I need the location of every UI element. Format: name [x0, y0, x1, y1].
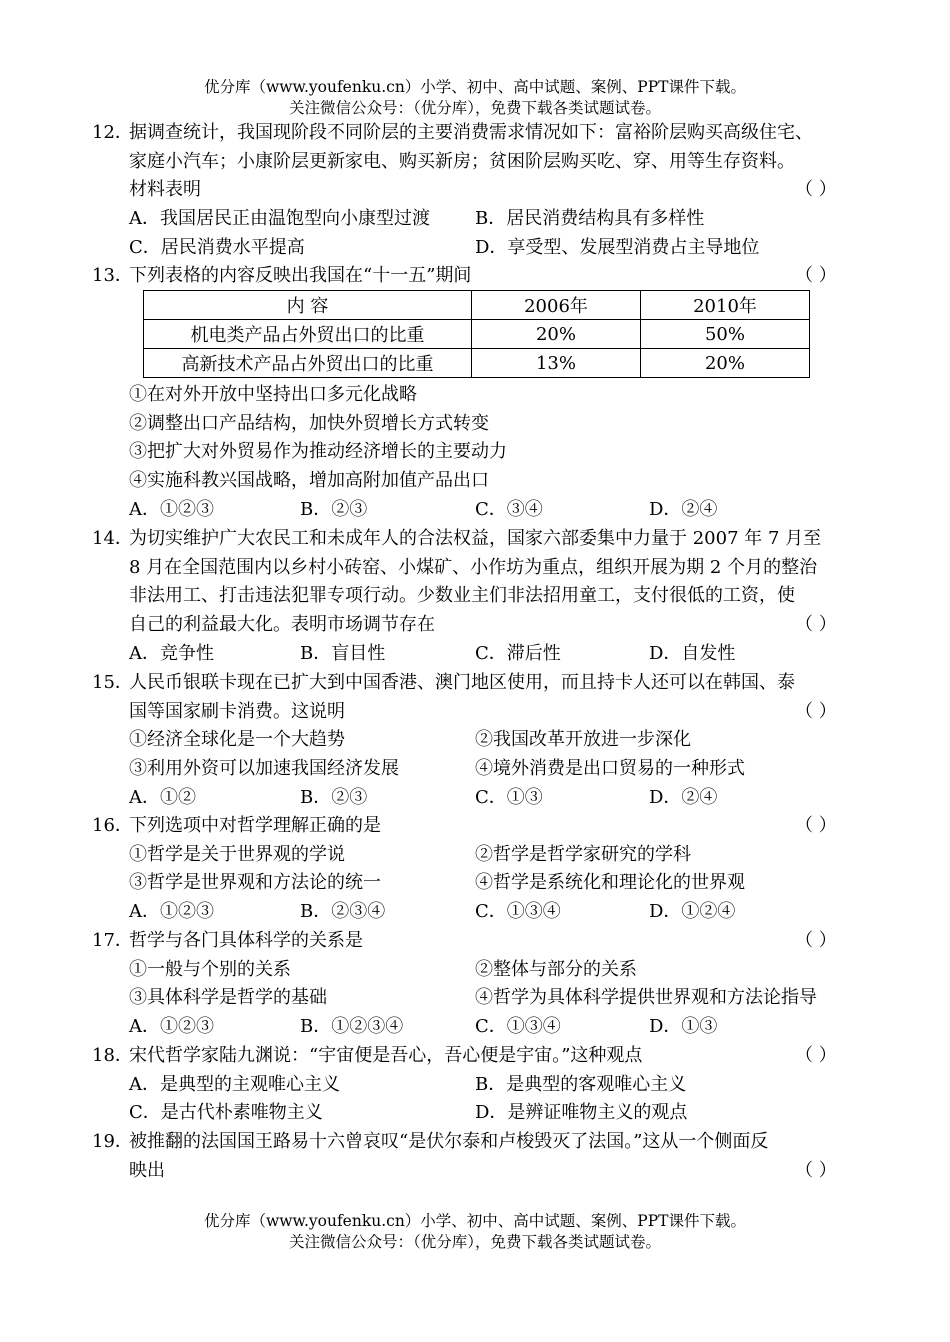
table-header-cell: 2010年: [641, 291, 810, 320]
option-c: C．居民消费水平提高: [129, 236, 305, 258]
footer-line-2: 关注微信公众号：（优分库），免费下载各类试题试卷。: [288, 1233, 661, 1251]
statement-item: ③具体科学是哲学的基础: [129, 987, 327, 1009]
option-a: A．竞争性: [129, 642, 214, 664]
statement-item: ④哲学为具体科学提供世界观和方法论指导: [475, 987, 817, 1009]
question-stem: 映出: [129, 1159, 165, 1181]
option-b: B．是典型的客观唯心主义: [475, 1073, 687, 1095]
answer-blank: （ ）: [795, 930, 837, 951]
question-stem: 自己的利益最大化。表明市场调节存在: [129, 614, 435, 636]
question-number: 16．: [92, 815, 133, 836]
page-header: [0, 77, 950, 119]
option-a: A．①②③: [129, 498, 214, 520]
option-d: D．①②④: [649, 901, 736, 923]
statement-item: ③哲学是世界观和方法论的统一: [129, 872, 381, 894]
option-d: D．②④: [649, 498, 718, 520]
answer-blank: （ ）: [795, 614, 837, 636]
statement-item: ②调整出口产品结构，加快外贸增长方式转变: [129, 412, 489, 434]
question-stem: 非法用工、打击违法犯罪专项行动。少数业主们非法招用童工，支付很低的工资，使: [129, 585, 795, 607]
option-d: D．②④: [649, 786, 718, 808]
answer-blank: （ ）: [795, 700, 837, 722]
table-cell: 机电类产品占外贸出口的比重: [144, 320, 472, 349]
question-15: [92, 669, 872, 812]
table-header-cell: 2006年: [472, 291, 641, 320]
header-line-1: 优分库（www.youfenku.cn）小学、初中、高中试题、案例、PPT课件下载。: [203, 78, 747, 96]
option-c: C．是古代朴素唯物主义: [129, 1102, 323, 1124]
question-number: 18．: [92, 1045, 133, 1066]
statement-item: ②哲学是哲学家研究的学科: [475, 843, 691, 865]
table-cell: 20%: [641, 349, 810, 378]
question-stem: 哲学与各门具体科学的关系是: [129, 930, 363, 951]
question-stem: 人民币银联卡现在已扩大到中国香港、澳门地区使用，而且持卡人还可以在韩国、泰: [129, 672, 795, 693]
question-stem: 宋代哲学家陆九渊说：“宇宙便是吾心，吾心便是宇宙。”这种观点: [129, 1045, 643, 1066]
question-stem: 下列选项中对哲学理解正确的是: [129, 815, 381, 836]
option-a: A．是典型的主观唯心主义: [129, 1073, 340, 1095]
option-c: C．①③④: [475, 1016, 561, 1038]
answer-blank: （ ）: [795, 815, 837, 836]
statement-item: ①一般与个别的关系: [129, 958, 291, 980]
question-stem: 据调查统计，我国现阶段不同阶层的主要消费需求情况如下：富裕阶层购买高级住宅、: [129, 122, 813, 143]
option-d: D．享受型、发展型消费占主导地位: [475, 236, 760, 258]
question-stem: 被推翻的法国国王路易十六曾哀叹“是伏尔泰和卢梭毁灭了法国。”这从一个侧面反: [129, 1131, 769, 1152]
question-number: 13．: [92, 265, 133, 286]
option-c: C．①③: [475, 786, 543, 808]
option-b: B．②③: [300, 498, 368, 520]
table-row: [144, 320, 810, 349]
statement-item: ③利用外资可以加速我国经济发展: [129, 758, 399, 780]
statement-item: ①在对外开放中坚持出口多元化战略: [129, 384, 417, 405]
question-number: 12．: [92, 122, 133, 143]
header-line-2: 关注微信公众号：（优分库），免费下载各类试题试卷。: [288, 99, 661, 117]
answer-blank: （ ）: [795, 179, 837, 201]
option-d: D．①③: [649, 1016, 718, 1038]
answer-blank: （ ）: [795, 1159, 837, 1181]
page-footer: [0, 1211, 950, 1253]
question-16: [92, 812, 872, 927]
answer-blank: （ ）: [795, 265, 837, 286]
question-14: [92, 525, 872, 668]
statement-item: ④境外消费是出口贸易的一种形式: [475, 758, 745, 780]
option-b: B．盲目性: [300, 642, 386, 664]
option-d: D．是辨证唯物主义的观点: [475, 1102, 688, 1124]
option-d: D．自发性: [649, 642, 736, 664]
statement-item: ④实施科教兴国战略，增加高附加值产品出口: [129, 470, 489, 492]
question-stem: 8 月在全国范围内以乡村小砖窑、小煤矿、小作坊为重点，组织开展为期 2 个月的整治: [129, 556, 818, 578]
statement-item: ③把扩大对外贸易作为推动经济增长的主要动力: [129, 441, 507, 463]
question-13: [92, 262, 872, 291]
question-17: [92, 927, 872, 1042]
question-number: 14．: [92, 528, 133, 549]
option-a: A．①②③: [129, 1016, 214, 1038]
table-header-cell: 内 容: [144, 291, 472, 320]
question-number: 17．: [92, 930, 133, 951]
option-c: C．③④: [475, 498, 543, 520]
statement-item: ②整体与部分的关系: [475, 958, 637, 980]
statement-item: ①经济全球化是一个大趋势: [129, 729, 345, 751]
table-cell: 50%: [641, 320, 810, 349]
option-b: B．②③: [300, 786, 368, 808]
table-row: [144, 349, 810, 378]
question-12: [92, 119, 872, 262]
question-stem: 家庭小汽车；小康阶层更新家电、购买新房；贫困阶层购买吃、穿、用等生存资料。: [129, 150, 795, 172]
statement-item: ①哲学是关于世界观的学说: [129, 843, 345, 865]
question-number: 19．: [92, 1131, 133, 1152]
answer-blank: （ ）: [795, 1045, 837, 1066]
table-cell: 20%: [472, 320, 641, 349]
option-a: A．①②: [129, 786, 196, 808]
question-stem: 为切实维护广大农民工和未成年人的合法权益，国家六部委集中力量于 2007 年 7 月至: [129, 528, 822, 549]
option-b: B．②③④: [300, 901, 386, 923]
option-c: C．滞后性: [475, 642, 561, 664]
table-header-row: [144, 291, 810, 320]
data-table: [143, 290, 810, 378]
question-stem: 材料表明: [129, 179, 201, 201]
question-stem: 下列表格的内容反映出我国在“十一五”期间: [129, 265, 472, 286]
question-13-items: [92, 381, 872, 524]
question-stem: 国等国家刷卡消费。这说明: [129, 700, 345, 722]
table-cell: 高新技术产品占外贸出口的比重: [144, 349, 472, 378]
option-a: A．我国居民正由温饱型向小康型过渡: [129, 208, 430, 230]
footer-line-1: 优分库（www.youfenku.cn）小学、初中、高中试题、案例、PPT课件下载。: [203, 1212, 747, 1230]
option-b: B．居民消费结构具有多样性: [475, 208, 705, 230]
option-c: C．①③④: [475, 901, 561, 923]
option-a: A．①②③: [129, 901, 214, 923]
statement-item: ④哲学是系统化和理论化的世界观: [475, 872, 745, 894]
question-19: [92, 1128, 872, 1185]
table-cell: 13%: [472, 349, 641, 378]
statement-item: ②我国改革开放进一步深化: [475, 729, 691, 751]
question-number: 15．: [92, 672, 133, 693]
option-b: B．①②③④: [300, 1016, 404, 1038]
question-18: [92, 1042, 872, 1128]
